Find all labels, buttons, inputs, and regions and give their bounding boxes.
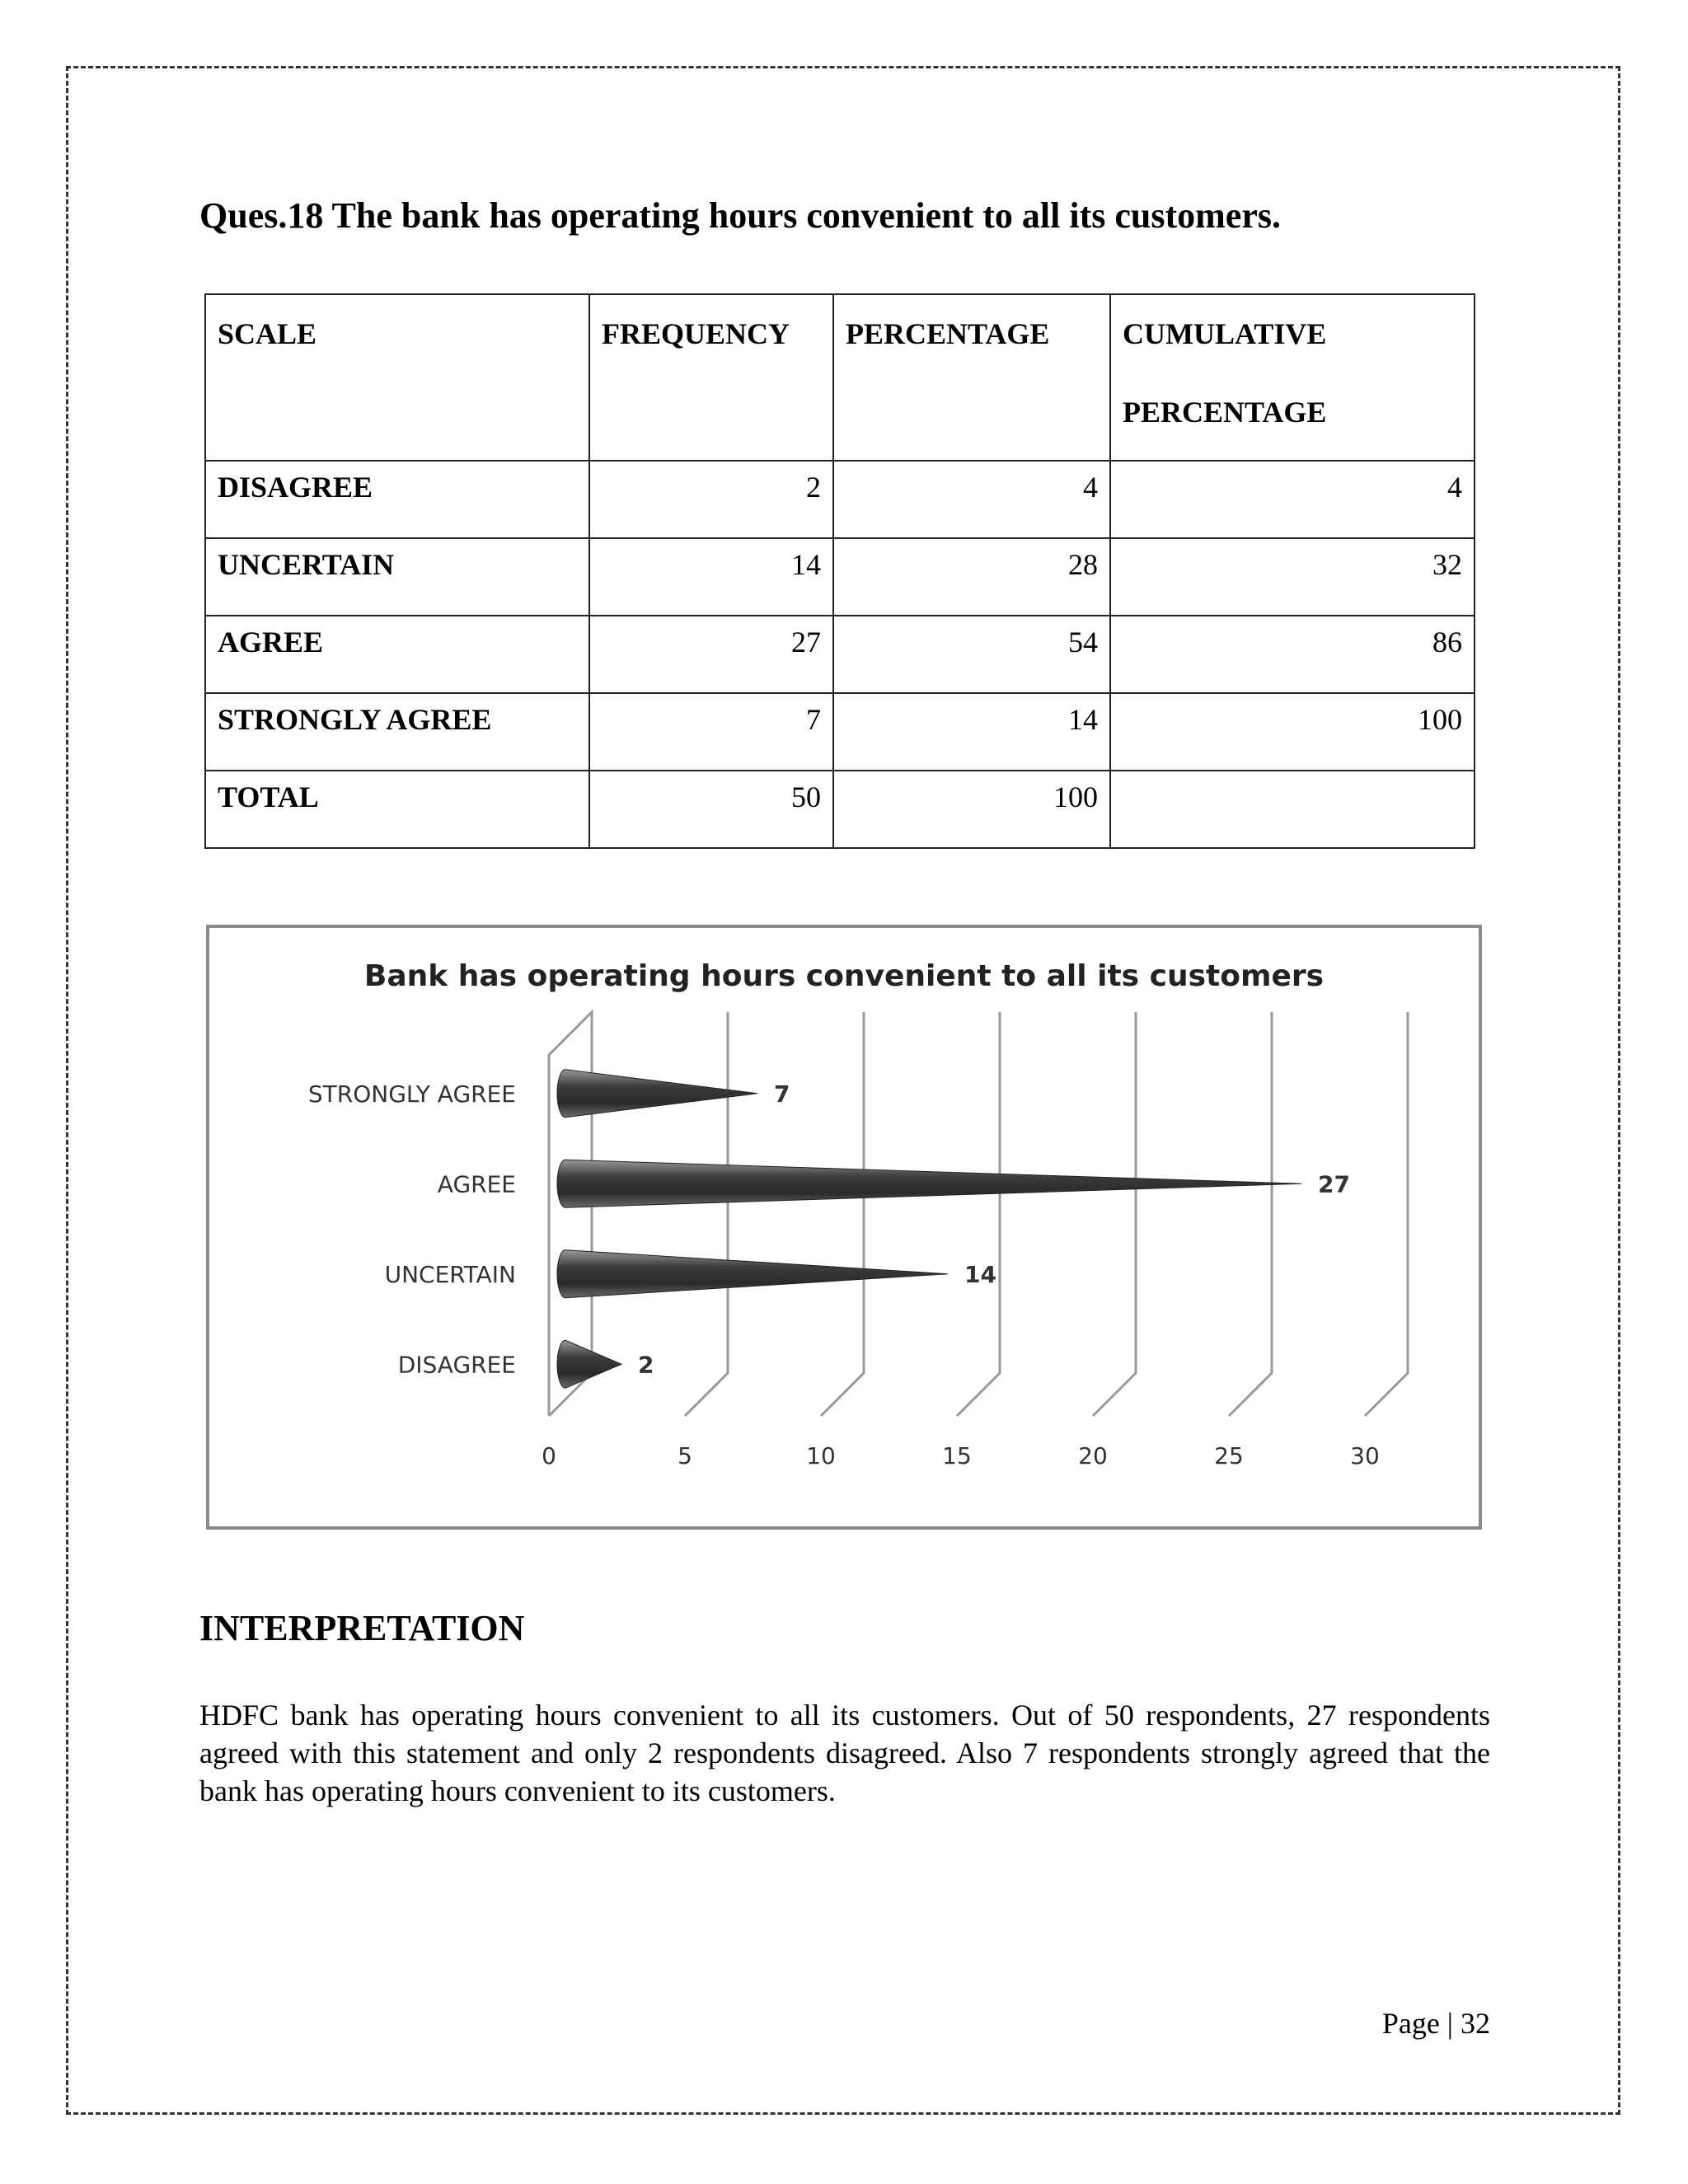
cell-cumulative: 32 (1110, 538, 1475, 616)
x-tick-label: 30 (1350, 1442, 1380, 1469)
cell-cumulative (1110, 771, 1475, 848)
cell-frequency: 2 (589, 461, 833, 538)
category-label: DISAGREE (397, 1351, 516, 1379)
x-gridline (685, 1012, 728, 1416)
header-frequency: FREQUENCY (589, 294, 833, 461)
data-label: 27 (1318, 1170, 1350, 1198)
header-scale: SCALE (205, 294, 589, 461)
data-label: 7 (774, 1080, 790, 1108)
question-heading: Ques.18 The bank has operating hours convenient to all its customers. (199, 195, 1281, 236)
cell-percentage: 4 (833, 461, 1110, 538)
cell-scale: STRONGLY AGREE (205, 693, 589, 771)
table-row (205, 461, 1475, 538)
data-label: 14 (964, 1260, 996, 1288)
frequency-table (204, 293, 1475, 849)
bar (557, 1250, 948, 1298)
cell-cumulative: 4 (1110, 461, 1475, 538)
cell-frequency: 50 (589, 771, 833, 848)
cell-frequency: 7 (589, 693, 833, 771)
x-tick-label: 0 (542, 1442, 556, 1469)
category-label: STRONGLY AGREE (307, 1080, 516, 1108)
cell-cumulative: 100 (1110, 693, 1475, 771)
cell-scale: TOTAL (205, 771, 589, 848)
chart-container (206, 925, 1482, 1530)
cell-percentage: 54 (833, 616, 1110, 693)
category-label: UNCERTAIN (384, 1260, 516, 1288)
header-percentage: PERCENTAGE (833, 294, 1110, 461)
table-header-row (205, 294, 1475, 461)
table-row (205, 616, 1475, 693)
x-gridline (1365, 1012, 1408, 1416)
header-cumulative: CUMULATIVE PERCENTAGE (1110, 294, 1475, 461)
interpretation-text: HDFC bank has operating hours convenient to all its customers. Out of 50 respondents, 27 respondents agreed with this statement and only 2 respondents disagreed. Also 7 respondents strongly agreed that the bank has operating hours convenient to its customers. (199, 1699, 1490, 1807)
chart-title: Bank has operating hours convenient to all its customers (363, 959, 1325, 993)
table-row (205, 538, 1475, 616)
x-tick-label: 10 (806, 1442, 836, 1469)
category-label: AGREE (437, 1170, 516, 1198)
page-number: Page | 32 (1381, 2007, 1490, 2040)
cell-scale: UNCERTAIN (205, 538, 589, 616)
cell-frequency: 14 (589, 538, 833, 616)
x-gridline (957, 1012, 1000, 1416)
cell-percentage: 100 (833, 771, 1110, 848)
x-gridline (1093, 1012, 1136, 1416)
interpretation-title: INTERPRETATION (199, 1608, 525, 1648)
x-tick-label: 5 (678, 1442, 692, 1469)
bar (557, 1340, 621, 1388)
table-row (205, 771, 1475, 848)
bar (557, 1160, 1301, 1207)
bar-chart (209, 928, 1479, 1526)
x-tick-label: 15 (942, 1442, 972, 1469)
cell-scale: AGREE (205, 616, 589, 693)
cell-percentage: 14 (833, 693, 1110, 771)
cell-frequency: 27 (589, 616, 833, 693)
x-tick-label: 25 (1214, 1442, 1244, 1469)
table-row (205, 693, 1475, 771)
cell-scale: DISAGREE (205, 461, 589, 538)
data-label: 2 (638, 1351, 654, 1379)
x-tick-label: 20 (1078, 1442, 1108, 1469)
cell-percentage: 28 (833, 538, 1110, 616)
cell-cumulative: 86 (1110, 616, 1475, 693)
x-gridline (1229, 1012, 1272, 1416)
x-gridline (821, 1012, 864, 1416)
